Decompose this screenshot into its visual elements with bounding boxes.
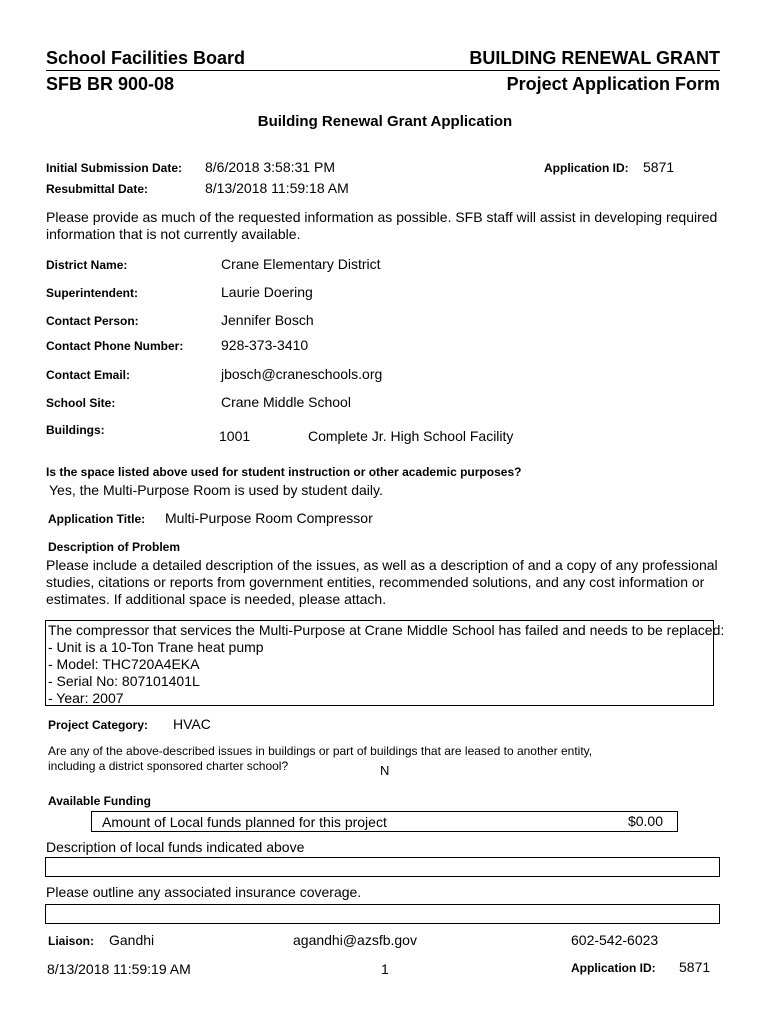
application-id-value: 5871 [643, 159, 675, 175]
academic-answer: Yes, the Multi-Purpose Room is used by student daily. [49, 482, 383, 498]
available-funding-heading: Available Funding [48, 794, 151, 808]
application-title-value: Multi-Purpose Room Compressor [165, 510, 373, 526]
liaison-label: Liaison: [48, 934, 95, 948]
school-site-label: School Site: [46, 396, 116, 410]
contact-person-label: Contact Person: [46, 314, 139, 328]
lease-question-line1: Are any of the above-described issues in buildings or part of buildings that are leased to another entity, [48, 744, 593, 758]
problem-line: - Unit is a 10-Ton Trane heat pump [48, 639, 264, 655]
problem-line: - Model: THC720A4EKA [48, 656, 200, 672]
building-description: Complete Jr. High School Facility [308, 428, 514, 444]
header-divider [46, 70, 720, 71]
problem-line: The compressor that services the Multi-Purpose at Crane Middle School has failed and needs to be replaced: [48, 622, 725, 638]
contact-phone-label: Contact Phone Number: [46, 339, 184, 353]
superintendent-value: Laurie Doering [221, 284, 313, 300]
superintendent-label: Superintendent: [46, 286, 138, 300]
application-id-label: Application ID: [544, 161, 629, 175]
resubmittal-value: 8/13/2018 11:59:18 AM [205, 180, 349, 196]
building-number: 1001 [219, 428, 251, 444]
local-funds-description-field[interactable] [45, 857, 720, 877]
problem-instructions: Please include a detailed description of the issues, as well as a description of and a copy of any professional studies, citations or reports from government entities, recommended solutions, and any cost information or estimates. If additional space is needed, please attach. [46, 557, 718, 607]
problem-line: - Serial No: 807101401L [48, 673, 200, 689]
insurance-label: Please outline any associated insurance coverage. [46, 884, 362, 900]
footer-application-id-label: Application ID: [571, 961, 656, 975]
liaison-name: Gandhi [109, 932, 155, 948]
form-code: SFB BR 900-08 [46, 74, 175, 94]
problem-heading: Description of Problem [48, 540, 181, 554]
academic-question: Is the space listed above used for student instruction or other academic purposes? [46, 465, 522, 479]
lease-question-line2: including a district sponsored charter school? [48, 759, 289, 773]
local-funds-row[interactable] [91, 811, 678, 832]
buildings-label: Buildings: [46, 423, 105, 437]
contact-phone-value: 928-373-3410 [221, 337, 309, 353]
contact-email-label: Contact Email: [46, 368, 131, 382]
printed-date: 8/13/2018 11:59:19 AM [47, 961, 191, 977]
lease-answer: N [380, 763, 390, 778]
local-funds-description-label: Description of local funds indicated above [46, 839, 305, 855]
initial-submission-value: 8/6/2018 3:58:31 PM [205, 159, 335, 175]
local-funds-label: Amount of Local funds planned for this project [102, 814, 387, 830]
project-category-value: HVAC [173, 716, 211, 732]
page-number: 1 [381, 961, 389, 977]
school-site-value: Crane Middle School [221, 394, 351, 410]
district-value: Crane Elementary District [221, 256, 381, 272]
resubmittal-label: Resubmittal Date: [46, 182, 149, 196]
application-title-label: Application Title: [48, 512, 146, 526]
grant-title: BUILDING RENEWAL GRANT [469, 48, 720, 68]
form-heading: Building Renewal Grant Application [257, 113, 513, 130]
district-label: District Name: [46, 258, 128, 272]
insurance-field[interactable] [45, 904, 720, 924]
problem-description-box[interactable] [45, 620, 725, 706]
form-title: Project Application Form [506, 74, 720, 94]
local-funds-value: $0.00 [627, 813, 663, 829]
initial-submission-label: Initial Submission Date: [46, 161, 183, 175]
liaison-email: agandhi@azsfb.gov [293, 932, 417, 948]
contact-email-value: jbosch@craneschools.org [221, 366, 383, 382]
project-category-label: Project Category: [48, 718, 149, 732]
footer-application-id-value: 5871 [679, 959, 711, 975]
liaison-phone: 602-542-6023 [571, 932, 659, 948]
intro-text: Please provide as much of the requested information as possible. SFB staff will assist in developing required information that is not currently available. [46, 209, 718, 242]
contact-person-value: Jennifer Bosch [221, 312, 314, 328]
problem-line: - Year: 2007 [48, 690, 124, 706]
org-name: School Facilities Board [46, 48, 246, 68]
